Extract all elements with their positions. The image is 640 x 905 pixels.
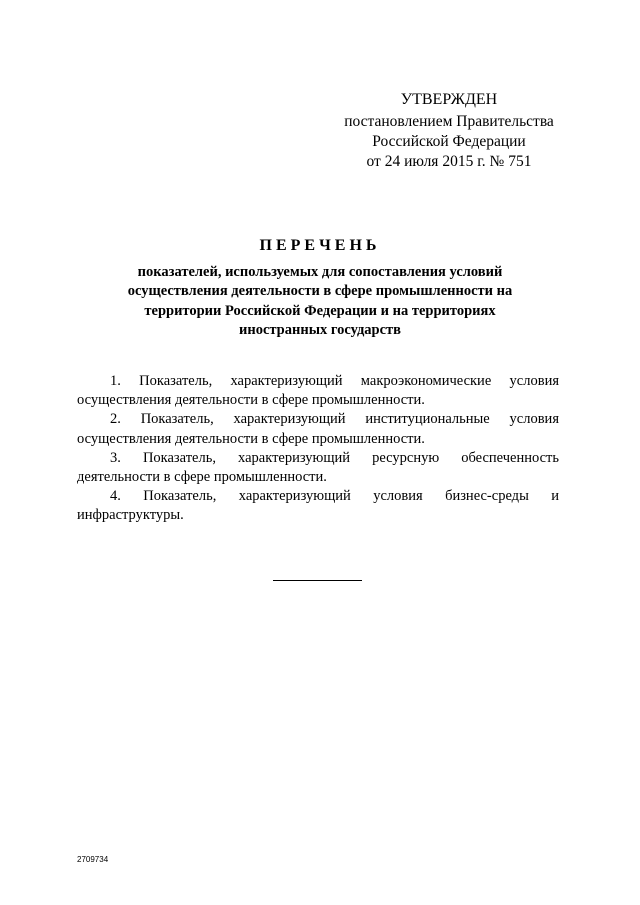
list-item: 4. Показатель, характеризующий условия бизнес-среды и инфраструктуры.	[77, 488, 559, 524]
indicator-list	[77, 372, 559, 526]
document-code: 2709734	[77, 855, 109, 864]
approval-line: Российской Федерации	[372, 133, 526, 150]
list-item: 2. Показатель, характеризующий институциональные условия осуществления деятельности в сфере промышленности.	[77, 411, 559, 447]
list-item: 1. Показатель, характеризующий макроэкономические условия осуществления деятельности в сфере промышленности.	[77, 373, 559, 409]
document-title: ПЕРЕЧЕНЬ	[259, 237, 381, 254]
approval-block	[335, 90, 563, 172]
approval-line: от 24 июля 2015 г. № 751	[366, 153, 532, 170]
approval-line: постановлением Правительства	[344, 113, 554, 130]
document-subtitle: показателей, используемых для сопоставления условий осуществления деятельности в сфере промышленности на территории Российской Федерации и на территориях иностранных государств	[127, 264, 513, 338]
closing-divider	[273, 580, 362, 581]
list-item: 3. Показатель, характеризующий ресурсную обеспеченность деятельности в сфере промышленности.	[77, 449, 559, 486]
approval-heading: УТВЕРЖДЕН	[400, 91, 498, 108]
